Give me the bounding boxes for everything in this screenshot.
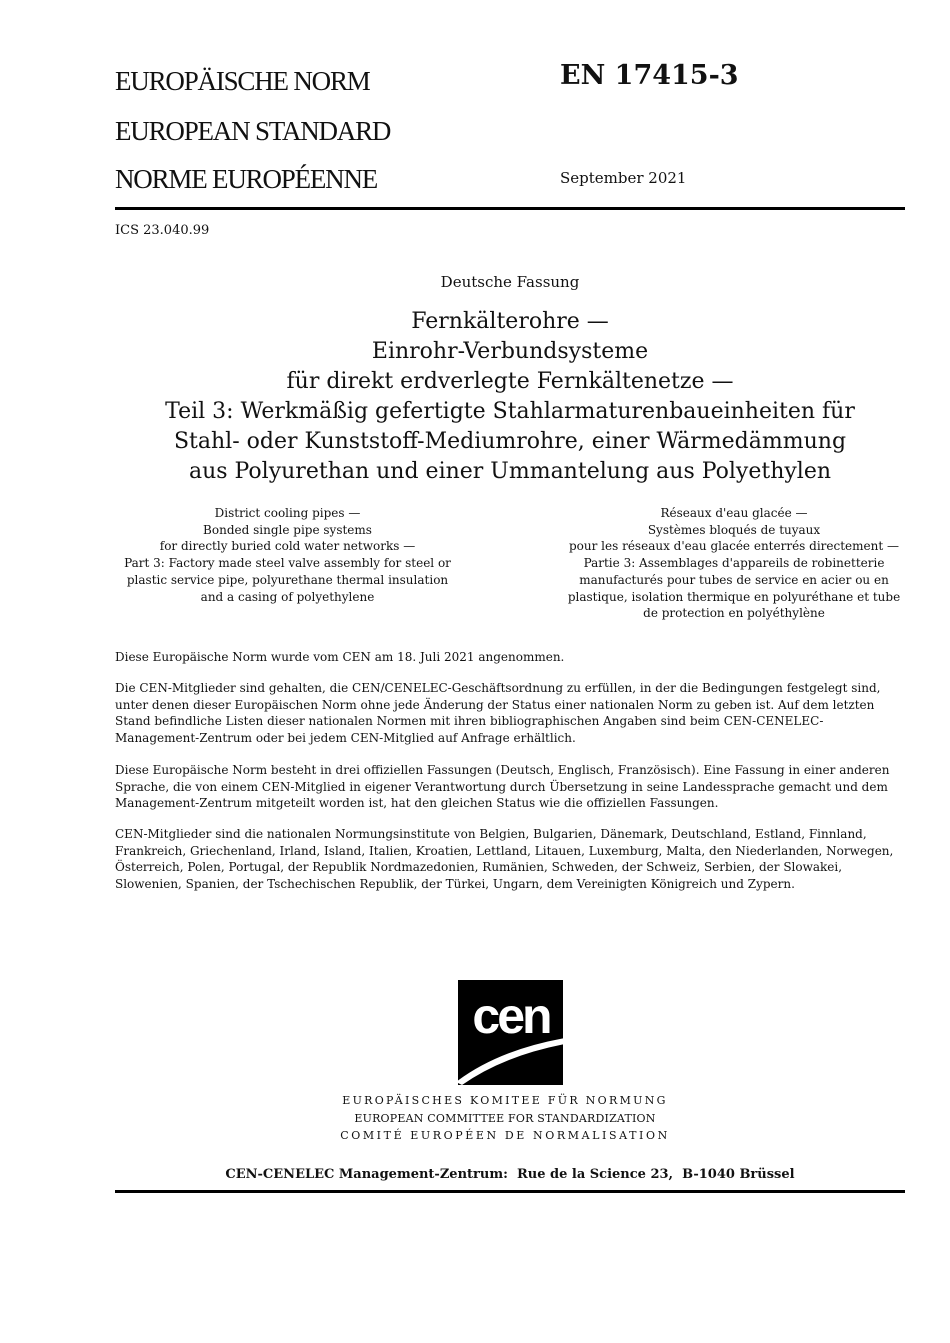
- title-line: Einrohr-Verbundsysteme: [371, 339, 649, 364]
- document-number: EN 17415-3: [560, 60, 739, 91]
- title-line: Fernkälterohre —: [411, 309, 609, 334]
- cen-logo-graphic: [458, 980, 563, 1085]
- english-title-line: Part 3: Factory made steel valve assembly for steel or: [124, 556, 451, 571]
- title-line: Stahl- oder Kunststoff-Mediumrohre, einer Wärmedämmung: [173, 429, 847, 454]
- french-title-line: plastique, isolation thermique en polyuréthane et tube: [567, 589, 901, 604]
- org-name-fr: COMITÉ EUROPÉEN DE NORMALISATION: [340, 1129, 670, 1142]
- english-title-line: District cooling pipes —: [214, 506, 361, 520]
- english-title-line: for directly buried cold water networks —: [159, 539, 416, 554]
- publication-date: September 2021: [560, 169, 687, 187]
- standard-type-en: EUROPEAN STANDARD: [115, 116, 391, 146]
- cen-logo: [458, 980, 563, 1085]
- french-title-line: Systèmes bloqués de tuyaux: [647, 522, 821, 537]
- title-line: Teil 3: Werkmäßig gefertigte Stahlarmaturenbaueinheiten für: [165, 399, 855, 424]
- english-title-line: and a casing of polyethylene: [200, 589, 375, 604]
- org-name-en: EUROPEAN COMMITTEE FOR STANDARDIZATION: [354, 1112, 656, 1125]
- standard-type-fr: NORME EUROPÉENNE: [115, 164, 378, 194]
- french-title-line: pour les réseaux d'eau glacée enterrés directement —: [569, 539, 899, 554]
- adoption-paragraph: Diese Europäische Norm wurde vom CEN am 18. Juli 2021 angenommen.: [115, 650, 565, 664]
- title-line: aus Polyurethan und einer Ummantelung aus Polyethylen: [188, 459, 832, 484]
- document-title: [100, 307, 920, 487]
- english-title-line: Bonded single pipe systems: [203, 522, 372, 537]
- french-title-line: manufacturés pour tubes de service en acier ou en: [579, 572, 889, 587]
- versions-paragraph: Diese Europäische Norm besteht in drei offiziellen Fassungen (Deutsch, Englisch, Französisch). Eine Fassung in einer anderen Sprache, die von einem CEN-Mitglied in eigener Verantwortung durch Übersetzung in seine Landessprache gemacht und dem Management-Zentrum mitgeteilt worden ist, hat den gleichen Status wie die offiziellen Fassungen.: [115, 763, 890, 810]
- obligation-paragraph: Die CEN-Mitglieder sind gehalten, die CEN/CENELEC-Geschäftsordnung zu erfüllen, in der die Bedingungen festgelegt sind, unter denen dieser Europäischen Norm ohne jede Änderung der Status einer nationalen Norm zu geben ist. Auf dem letzten Stand befindliche Listen dieser nationalen Normen mit ihren bibliographischen Angaben sind beim CEN-CENELEC-Management-Zentrum oder bei jedem CEN-Mitglied auf Anfrage erhältlich.: [115, 681, 881, 745]
- header-divider: [115, 207, 905, 210]
- org-name-de: EUROPÄISCHES KOMITEE FÜR NORMUNG: [342, 1094, 668, 1107]
- members-paragraph: CEN-Mitglieder sind die nationalen Normungsinstitute von Belgien, Bulgarien, Dänemark, Deutschland, Estland, Finnland, Frankreich, Griechenland, Irland, Island, Italien, Kroatien, Lettland, Litauen, Luxemburg, Malta, den Niederlanden, Norwegen, Österreich, Polen, Portugal, der Republik Nordmazedonien, Rumänien, Schweden, der Schweiz, Serbien, der Slowakei, Slowenien, Spanien, der Tschechischen Republik, der Türkei, Ungarn, dem Vereinigten Königreich und Zypern.: [115, 827, 894, 891]
- standard-type-de: EUROPÄISCHE NORM: [115, 66, 370, 96]
- cen-logo-text: cen: [472, 988, 550, 1044]
- french-title-line: Réseaux d'eau glacée —: [660, 506, 808, 520]
- title-line: für direkt erdverlegte Fernkältenetze —: [286, 369, 734, 394]
- english-title-line: plastic service pipe, polyurethane thermal insulation: [126, 572, 449, 587]
- french-title: [560, 505, 908, 622]
- version-label: Deutsche Fassung: [440, 273, 580, 291]
- french-title-line: de protection en polyéthylène: [643, 606, 825, 621]
- ics-code: ICS 23.040.99: [115, 223, 210, 238]
- footer-divider: [115, 1190, 905, 1193]
- english-title: [115, 505, 460, 605]
- management-centre-address: CEN-CENELEC Management-Zentrum: Rue de la Science 23, B-1040 Brüssel: [225, 1167, 795, 1182]
- french-title-line: Partie 3: Assemblages d'appareils de robinetterie: [583, 556, 885, 571]
